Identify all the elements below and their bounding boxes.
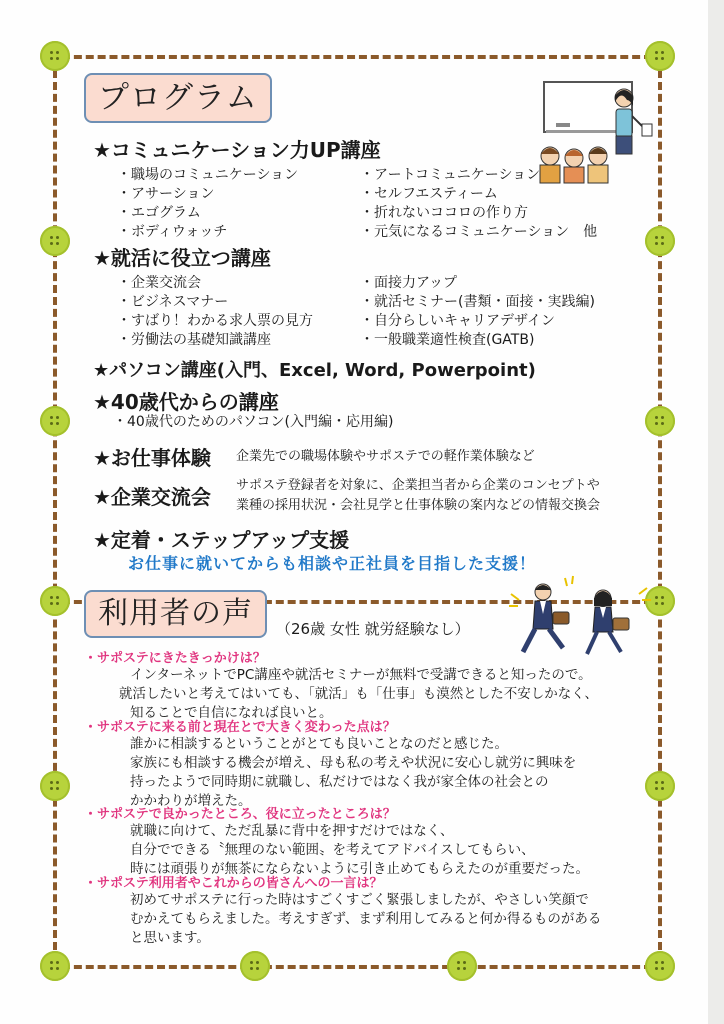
- border-top: [62, 55, 652, 59]
- button-decoration-icon: [447, 951, 477, 981]
- button-decoration-icon: [40, 226, 70, 256]
- list-item: ・元気になるコミュニケーション 他: [360, 224, 598, 240]
- teacher-classroom-illustration: [532, 76, 662, 186]
- button-decoration-icon: [40, 771, 70, 801]
- section-title: ★パソコン講座(入門、Excel, Word, Powerpoint): [93, 360, 536, 381]
- question: ・サポステで良かったところ、役に立ったところは？: [84, 807, 396, 822]
- program-heading: プログラム: [84, 73, 272, 123]
- list-item: ・ボディウォッチ: [117, 224, 228, 240]
- list-item: ・すばり！わかる求人票の見方: [117, 313, 313, 329]
- list-item: ・職場のコミュニケーション: [117, 167, 299, 183]
- list-item: ・セルフエスティーム: [360, 186, 498, 202]
- answer-line: 知ることで自信になれば良いと。: [130, 705, 333, 721]
- button-decoration-icon: [40, 951, 70, 981]
- button-decoration-icon: [40, 406, 70, 436]
- list-item: ・折れないココロの作り方: [360, 205, 528, 221]
- answer-line: むかえてもらえました。考えすぎず、まず利用してみると何か得るものがある: [130, 911, 602, 927]
- button-decoration-icon: [240, 951, 270, 981]
- answer-line: 就職に向けて、ただ乱暴に背中を押すだけではなく、: [130, 823, 454, 839]
- list-item: ・アサーション: [117, 186, 215, 202]
- section-description: 企業先での職場体験やサポステでの軽作業体験など: [236, 449, 535, 464]
- question: ・サポステにきたきっかけは？: [84, 651, 266, 666]
- answer-line: 就活したいと考えてはいても、「就活」も「仕事」も漠然とした不安しかなく、: [119, 686, 598, 702]
- answer-line: と思います。: [130, 930, 210, 946]
- highlight-text: お仕事に就いてからも相談や正社員を目指した支援！: [128, 554, 537, 573]
- list-item: ・アートコミュニケーション: [360, 167, 541, 183]
- button-decoration-icon: [645, 226, 675, 256]
- answer-line: インターネットでPC講座や就活セミナーが無料で受講できると知ったので。: [130, 667, 592, 683]
- border-bottom: [62, 965, 652, 969]
- section-title: ★お仕事体験: [93, 446, 211, 470]
- list-item: ・面接力アップ: [360, 275, 458, 291]
- answer-line: 自分でできる〝無理のない範囲〟を考えてアドバイスしてもらい、: [130, 842, 535, 858]
- section-title: ★定着・ステップアップ支援: [93, 528, 350, 552]
- question: ・サポステ利用者やこれからの皆さんへの一言は？: [84, 876, 383, 891]
- button-decoration-icon: [645, 406, 675, 436]
- button-decoration-icon: [645, 771, 675, 801]
- list-item: ・自分らしいキャリアデザイン: [360, 313, 556, 329]
- answer-line: かかわりが増えた。: [130, 793, 252, 809]
- list-item: ・40歳代のためのパソコン(入門編・応用編): [113, 414, 394, 430]
- section-title: ★コミュニケーション力UP講座: [93, 138, 381, 162]
- list-item: ・一般職業適性検査(GATB): [360, 332, 535, 348]
- running-businesspeople-illustration: [505, 574, 655, 664]
- border-left: [53, 70, 57, 950]
- section-description: 業種の採用状況・会社見学と仕事体験の案内などの情報交換会: [236, 498, 601, 513]
- list-item: ・労働法の基礎知識講座: [117, 332, 271, 348]
- button-decoration-icon: [40, 586, 70, 616]
- voice-heading: 利用者の声: [84, 590, 267, 638]
- answer-line: 時には頑張りが無茶にならないように引き止めてもらえたのが重要だった。: [130, 861, 589, 877]
- border-right: [658, 70, 662, 950]
- question: ・サポステに来る前と現在とで大きく変わった点は？: [84, 720, 396, 735]
- scan-edge: [708, 0, 724, 1024]
- section-title: ★就活に役立つ講座: [93, 246, 271, 270]
- profile-text: （26歳 女性 就労経験なし）: [276, 620, 470, 638]
- section-title: ★40歳代からの講座: [93, 390, 279, 414]
- answer-line: 誰かに相談するということがとても良いことなのだと感じた。: [130, 736, 508, 752]
- button-decoration-icon: [645, 41, 675, 71]
- list-item: ・就活セミナー(書類・面接・実践編): [360, 294, 595, 310]
- button-decoration-icon: [40, 41, 70, 71]
- section-description: サポステ登録者を対象に、企業担当者から企業のコンセプトや: [236, 478, 600, 493]
- list-item: ・ビジネスマナー: [117, 294, 229, 310]
- button-decoration-icon: [645, 951, 675, 981]
- answer-line: 家族にも相談する機会が増え、母も私の考えや状況に安心し就労に興味を: [130, 755, 577, 771]
- answer-line: 持ったようで同時期に就職し、私だけではなく我が家全体の社会との: [130, 774, 549, 790]
- list-item: ・企業交流会: [117, 275, 201, 291]
- list-item: ・エゴグラム: [117, 205, 201, 221]
- section-title: ★企業交流会: [93, 485, 211, 509]
- answer-line: 初めてサポステに行った時はすごくすごく緊張しましたが、やさしい笑顔で: [130, 892, 589, 908]
